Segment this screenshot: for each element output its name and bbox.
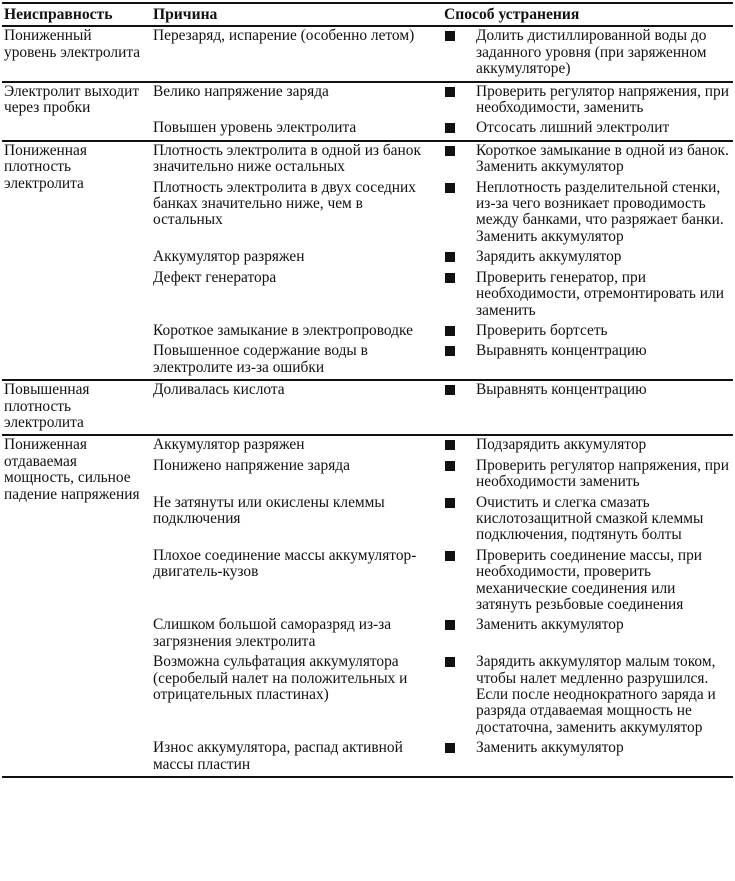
square-bullet-icon (445, 461, 455, 471)
cause-cell: Велико напряжение заряда (153, 82, 329, 100)
remedy-text: Очистить и слегка смазать кислотозащитной смазкой клеммы подключения, подтянуть болты (476, 493, 704, 544)
square-bullet-icon (445, 440, 455, 450)
remedy-cell (438, 343, 733, 380)
square-bullet-icon (445, 657, 455, 667)
remedy-text: Выравнять концентрацию (476, 342, 647, 360)
remedy-text: Выравнять концентрацию (476, 381, 647, 399)
square-bullet-icon (445, 123, 455, 133)
cause-cell: Износ аккумулятора, распад активной массы пластин (153, 739, 403, 773)
table-row (2, 141, 733, 180)
remedy-item (444, 28, 729, 77)
cause-cell: Повышен уровень электролита (153, 119, 357, 137)
table-row (2, 26, 733, 81)
remedy-text: Подзарядить аккумулятор (476, 436, 647, 454)
remedy-cell (438, 120, 733, 140)
battery-fault-table (2, 2, 733, 778)
table-row (2, 82, 733, 121)
remedy-cell (438, 141, 733, 180)
square-bullet-icon (445, 183, 455, 193)
cause-cell: Короткое замыкание в электропроводке (153, 321, 413, 339)
header-cause: Причина (149, 3, 438, 26)
header-row (2, 3, 733, 26)
remedy-cell (438, 617, 733, 654)
remedy-text: Зарядить аккумулятор малым током, чтобы налет медленно разрушился. Если после неоднократного заряда и разряда отдаваемая мощность не достаточна, заменить аккумулятор (476, 653, 716, 736)
square-bullet-icon (445, 252, 455, 262)
fault-group (2, 141, 733, 380)
square-bullet-icon (445, 498, 455, 508)
remedy-item (444, 143, 729, 176)
remedy-item (444, 270, 729, 319)
remedy-text: Долить дистиллированной воды до заданного уровня (при заряженном аккумуляторе) (476, 27, 707, 78)
square-bullet-icon (445, 743, 455, 753)
remedy-item (444, 120, 729, 136)
remedy-cell (438, 654, 733, 740)
square-bullet-icon (445, 346, 455, 356)
remedy-cell (438, 548, 733, 618)
remedy-cell (438, 380, 733, 435)
remedy-item (444, 84, 729, 117)
cause-cell: Перезаряд, испарение (особенно летом) (153, 27, 415, 45)
fault-cell: Пониженная отдаваемая мощность, сильное падение напряжения (4, 436, 140, 503)
square-bullet-icon (445, 326, 455, 336)
fault-group (2, 380, 733, 435)
cause-cell: Аккумулятор разряжен (153, 436, 305, 454)
square-bullet-icon (445, 31, 455, 41)
remedy-item (444, 382, 729, 398)
remedy-text: Короткое замыкание в одной из банок. Заменить аккумулятор (476, 141, 729, 176)
cause-cell: Доливалась кислота (153, 381, 285, 399)
cause-cell: Слишком большой саморазряд из-за загрязнения электролита (153, 616, 392, 650)
remedy-cell (438, 495, 733, 548)
remedy-item (444, 249, 729, 265)
remedy-text: Отсосать лишний электролит (476, 119, 670, 137)
cause-cell: Понижено напряжение заряда (153, 456, 350, 474)
fault-group (2, 435, 733, 777)
square-bullet-icon (445, 385, 455, 395)
fault-cell: Пониженная плотность электролита (4, 141, 87, 192)
remedy-cell (438, 270, 733, 323)
remedy-text: Зарядить аккумулятор (476, 248, 622, 266)
remedy-cell (438, 180, 733, 250)
fault-cell: Пониженный уровень электролита (4, 27, 141, 61)
cause-cell: Возможна сульфатация аккумулятора (серобелый налет на положительных и отрицательных пластинах) (153, 653, 408, 704)
header-fault: Неисправность (2, 3, 149, 26)
remedy-cell (438, 458, 733, 495)
header-remedy: Способ устранения (438, 3, 733, 26)
remedy-cell (438, 249, 733, 269)
remedy-item (444, 343, 729, 359)
remedy-item (444, 495, 729, 544)
table-header (2, 3, 733, 26)
remedy-text: Заменить аккумулятор (476, 616, 624, 634)
remedy-cell (438, 435, 733, 457)
remedy-item (444, 437, 729, 453)
remedy-cell (438, 26, 733, 81)
remedy-item (444, 323, 729, 339)
table-row (2, 380, 733, 435)
remedy-text: Проверить регулятор напряжения, при необходимости заменить (476, 456, 729, 491)
cause-cell: Не затянуты или окислены клеммы подключения (153, 493, 385, 527)
remedy-item (444, 548, 729, 614)
cause-cell: Повышенное содержание воды в электролите из-за ошибки (153, 342, 368, 376)
cause-cell: Плохое соединение массы аккумулятор-двигатель-кузов (153, 546, 417, 581)
remedy-item (444, 740, 729, 756)
fault-group (2, 26, 733, 81)
remedy-text: Заменить аккумулятор (476, 739, 624, 757)
square-bullet-icon (445, 87, 455, 97)
fault-group (2, 82, 733, 141)
cause-cell: Аккумулятор разряжен (153, 248, 305, 266)
cause-cell: Плотность электролита в одной из банок значительно ниже остальных (153, 141, 421, 176)
remedy-item (444, 458, 729, 491)
square-bullet-icon (445, 620, 455, 630)
fault-cell: Повышенная плотность электролита (4, 381, 90, 431)
square-bullet-icon (445, 146, 455, 156)
cause-cell: Дефект генератора (153, 268, 277, 286)
remedy-item (444, 617, 729, 633)
cause-cell: Плотность электролита в двух соседних банках значительно ниже, чем в остальных (153, 178, 416, 229)
remedy-cell (438, 323, 733, 343)
remedy-item (444, 180, 729, 246)
remedy-text: Проверить регулятор напряжения, при необходимости, заменить (476, 82, 729, 117)
table-row (2, 435, 733, 457)
square-bullet-icon (445, 273, 455, 283)
fault-cell: Электролит выходит через пробки (4, 82, 140, 117)
remedy-text: Проверить соединение массы, при необходимости, проверить механические соединения или затянуть резьбовые соединения (476, 546, 702, 613)
remedy-cell (438, 740, 733, 777)
square-bullet-icon (445, 551, 455, 561)
remedy-text: Проверить генератор, при необходимости, отремонтировать или заменить (476, 268, 724, 319)
remedy-item (444, 654, 729, 736)
remedy-cell (438, 82, 733, 121)
remedy-text: Проверить бортсеть (476, 321, 608, 339)
remedy-text: Неплотность разделительной стенки, из-за чего возникает проводимость между банками, что разряжает банки. Заменить аккумулятор (476, 178, 724, 245)
